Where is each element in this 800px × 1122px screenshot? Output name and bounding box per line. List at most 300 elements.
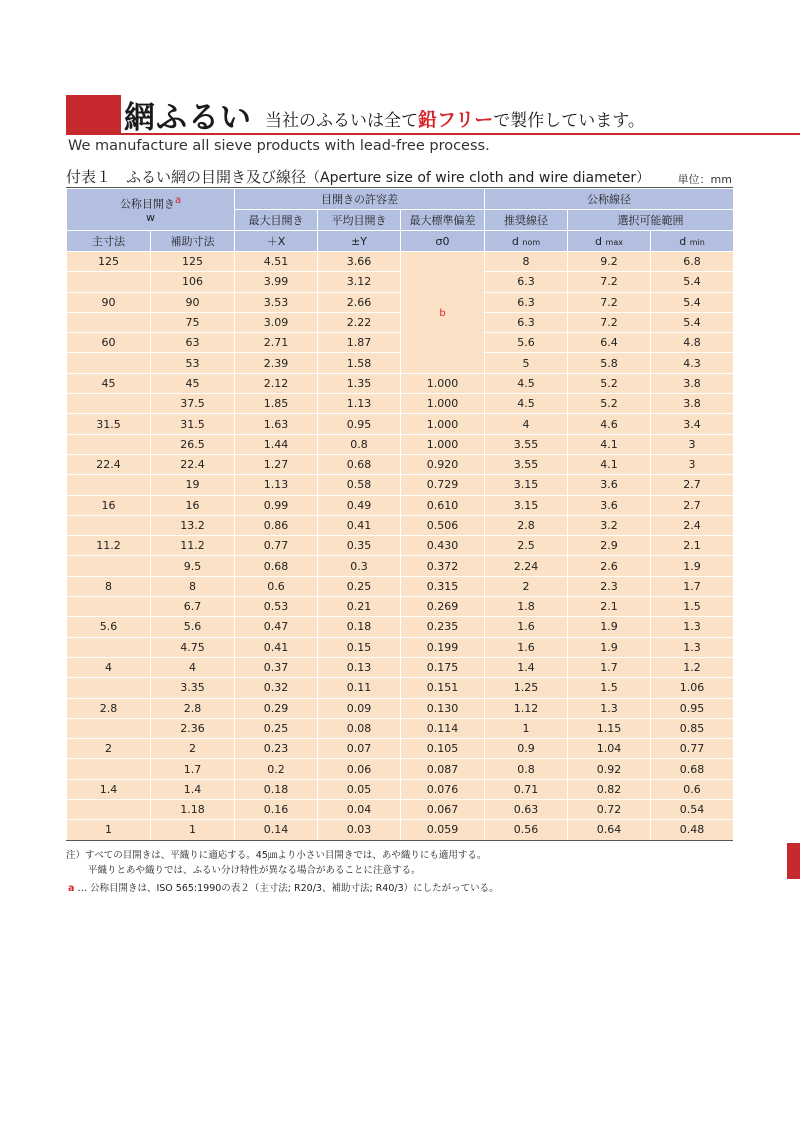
cell-supp-size: 13.2 bbox=[151, 515, 235, 535]
cell-d-max: 7.2 bbox=[568, 272, 651, 292]
cell-d-max: 5.2 bbox=[568, 373, 651, 393]
header-avg-aperture: 平均目開き bbox=[318, 210, 401, 231]
cell-plus-x: 0.6 bbox=[235, 576, 318, 596]
header-w: w bbox=[146, 211, 155, 225]
cell-sigma-note-b bbox=[401, 252, 485, 374]
cell-d-max: 3.2 bbox=[568, 515, 651, 535]
cell-pm-y: 0.03 bbox=[318, 820, 401, 840]
cell-plus-x: 0.29 bbox=[235, 698, 318, 718]
cell-sigma: 0.199 bbox=[401, 637, 485, 657]
cell-plus-x: 0.25 bbox=[235, 718, 318, 738]
header-supp-size: 補助寸法 bbox=[151, 231, 235, 252]
cell-d-nom: 1.4 bbox=[485, 657, 568, 677]
cell-supp-size: 37.5 bbox=[151, 394, 235, 414]
table-row bbox=[67, 698, 734, 718]
table-row bbox=[67, 434, 734, 454]
header-wire-diameter: 公称線径 bbox=[485, 189, 734, 210]
cell-d-min: 5.4 bbox=[651, 312, 734, 332]
table-row bbox=[67, 718, 734, 738]
cell-d-min: 0.68 bbox=[651, 759, 734, 779]
cell-main-size: 125 bbox=[67, 252, 151, 272]
d-min-sub: min bbox=[689, 237, 705, 247]
table-caption bbox=[66, 166, 650, 187]
cell-d-nom: 0.9 bbox=[485, 739, 568, 759]
cell-main-size bbox=[67, 515, 151, 535]
note-3-text: … 公称目開きは、ISO 565:1990の表２（主寸法; R20/3、補助寸法; R40/3）にしたがっている。 bbox=[74, 883, 499, 894]
cell-pm-y: 0.05 bbox=[318, 779, 401, 799]
cell-plus-x: 0.18 bbox=[235, 779, 318, 799]
cell-main-size: 2.8 bbox=[67, 698, 151, 718]
cell-d-max: 3.6 bbox=[568, 495, 651, 515]
header-recommended: 推奨線径 bbox=[485, 210, 568, 231]
caption-label: 付表１ ふるい網の目開き及び線径 bbox=[66, 168, 307, 186]
cell-d-nom: 0.71 bbox=[485, 779, 568, 799]
cell-main-size bbox=[67, 353, 151, 373]
cell-plus-x: 0.32 bbox=[235, 678, 318, 698]
cell-supp-size: 22.4 bbox=[151, 454, 235, 474]
cell-main-size bbox=[67, 678, 151, 698]
note-3 bbox=[68, 880, 499, 894]
cell-d-nom: 4.5 bbox=[485, 373, 568, 393]
cell-d-max: 7.2 bbox=[568, 312, 651, 332]
cell-d-max: 4.1 bbox=[568, 454, 651, 474]
cell-d-max: 7.2 bbox=[568, 292, 651, 312]
cell-plus-x: 1.27 bbox=[235, 454, 318, 474]
cell-plus-x: 0.41 bbox=[235, 637, 318, 657]
cell-d-nom: 6.3 bbox=[485, 272, 568, 292]
table-row bbox=[67, 820, 734, 840]
cell-pm-y: 0.11 bbox=[318, 678, 401, 698]
header-tolerance: 目開きの許容差 bbox=[235, 189, 485, 210]
table-row bbox=[67, 454, 734, 474]
table-row bbox=[67, 739, 734, 759]
table-row bbox=[67, 292, 734, 312]
cell-d-max: 4.6 bbox=[568, 414, 651, 434]
cell-d-nom: 1.6 bbox=[485, 637, 568, 657]
cell-d-min: 0.85 bbox=[651, 718, 734, 738]
cell-d-max: 0.64 bbox=[568, 820, 651, 840]
d-nom-sub: nom bbox=[522, 237, 541, 247]
table-row bbox=[67, 414, 734, 434]
cell-pm-y: 0.15 bbox=[318, 637, 401, 657]
cell-supp-size: 2.36 bbox=[151, 718, 235, 738]
cell-sigma: 1.000 bbox=[401, 394, 485, 414]
cell-d-min: 2.1 bbox=[651, 536, 734, 556]
cell-sigma: 0.087 bbox=[401, 759, 485, 779]
cell-plus-x: 1.85 bbox=[235, 394, 318, 414]
cell-main-size bbox=[67, 597, 151, 617]
table-body bbox=[67, 252, 734, 841]
cell-d-min: 1.7 bbox=[651, 576, 734, 596]
cell-d-min: 3 bbox=[651, 454, 734, 474]
cell-pm-y: 0.35 bbox=[318, 536, 401, 556]
cell-main-size: 22.4 bbox=[67, 454, 151, 474]
cell-main-size bbox=[67, 759, 151, 779]
cell-pm-y: 0.8 bbox=[318, 434, 401, 454]
cell-supp-size: 31.5 bbox=[151, 414, 235, 434]
cell-pm-y: 0.95 bbox=[318, 414, 401, 434]
header-d-max bbox=[568, 231, 651, 252]
cell-main-size bbox=[67, 800, 151, 820]
cell-d-min: 1.3 bbox=[651, 617, 734, 637]
cell-pm-y: 0.04 bbox=[318, 800, 401, 820]
cell-pm-y: 0.3 bbox=[318, 556, 401, 576]
cell-supp-size: 1.18 bbox=[151, 800, 235, 820]
cell-d-min: 3.8 bbox=[651, 394, 734, 414]
cell-d-nom: 5.6 bbox=[485, 333, 568, 353]
cell-d-min: 4.8 bbox=[651, 333, 734, 353]
cell-plus-x: 0.53 bbox=[235, 597, 318, 617]
cell-d-max: 2.9 bbox=[568, 536, 651, 556]
table-row bbox=[67, 576, 734, 596]
cell-plus-x: 0.23 bbox=[235, 739, 318, 759]
cell-pm-y: 2.66 bbox=[318, 292, 401, 312]
cell-pm-y: 2.22 bbox=[318, 312, 401, 332]
cell-supp-size: 4.75 bbox=[151, 637, 235, 657]
cell-d-max: 5.8 bbox=[568, 353, 651, 373]
cell-supp-size: 45 bbox=[151, 373, 235, 393]
cell-supp-size: 53 bbox=[151, 353, 235, 373]
cell-pm-y: 0.07 bbox=[318, 739, 401, 759]
cell-d-max: 0.92 bbox=[568, 759, 651, 779]
cell-main-size: 1 bbox=[67, 820, 151, 840]
cell-plus-x: 2.12 bbox=[235, 373, 318, 393]
cell-d-max: 9.2 bbox=[568, 252, 651, 272]
cell-sigma: 0.076 bbox=[401, 779, 485, 799]
cell-sigma: 0.151 bbox=[401, 678, 485, 698]
cell-main-size: 11.2 bbox=[67, 536, 151, 556]
cell-d-max: 1.7 bbox=[568, 657, 651, 677]
cell-d-nom: 6.3 bbox=[485, 312, 568, 332]
cell-d-nom: 1 bbox=[485, 718, 568, 738]
cell-supp-size: 19 bbox=[151, 475, 235, 495]
cell-plus-x: 1.44 bbox=[235, 434, 318, 454]
cell-d-min: 0.54 bbox=[651, 800, 734, 820]
subtitle-after: で製作しています。 bbox=[493, 111, 645, 131]
cell-plus-x: 0.37 bbox=[235, 657, 318, 677]
cell-d-min: 2.7 bbox=[651, 475, 734, 495]
cell-sigma: 1.000 bbox=[401, 434, 485, 454]
table-row bbox=[67, 272, 734, 292]
cell-d-max: 5.2 bbox=[568, 394, 651, 414]
cell-d-nom: 1.8 bbox=[485, 597, 568, 617]
footnote-a-mark: a bbox=[174, 194, 182, 206]
d-nom-symbol: d bbox=[511, 234, 519, 248]
cell-supp-size: 2 bbox=[151, 739, 235, 759]
cell-d-nom: 1.6 bbox=[485, 617, 568, 637]
subtitle-lead-free: 鉛フリー bbox=[418, 109, 494, 131]
cell-d-nom: 2.5 bbox=[485, 536, 568, 556]
cell-plus-x: 0.68 bbox=[235, 556, 318, 576]
cell-pm-y: 0.21 bbox=[318, 597, 401, 617]
cell-d-nom: 2.24 bbox=[485, 556, 568, 576]
cell-sigma: 0.130 bbox=[401, 698, 485, 718]
table-bottom-rule bbox=[66, 840, 733, 841]
header-sigma: σ0 bbox=[401, 231, 485, 252]
cell-d-max: 6.4 bbox=[568, 333, 651, 353]
cell-plus-x: 0.2 bbox=[235, 759, 318, 779]
cell-pm-y: 0.49 bbox=[318, 495, 401, 515]
table-row bbox=[67, 657, 734, 677]
cell-plus-x: 1.63 bbox=[235, 414, 318, 434]
cell-d-min: 1.5 bbox=[651, 597, 734, 617]
cell-plus-x: 3.53 bbox=[235, 292, 318, 312]
cell-d-nom: 0.8 bbox=[485, 759, 568, 779]
cell-sigma: 0.920 bbox=[401, 454, 485, 474]
cell-pm-y: 0.06 bbox=[318, 759, 401, 779]
cell-pm-y: 0.09 bbox=[318, 698, 401, 718]
cell-d-min: 5.4 bbox=[651, 292, 734, 312]
cell-plus-x: 1.13 bbox=[235, 475, 318, 495]
cell-main-size: 45 bbox=[67, 373, 151, 393]
d-max-sub: max bbox=[605, 237, 623, 247]
cell-d-min: 0.95 bbox=[651, 698, 734, 718]
cell-d-min: 3.8 bbox=[651, 373, 734, 393]
cell-sigma: 0.105 bbox=[401, 739, 485, 759]
cell-d-min: 1.06 bbox=[651, 678, 734, 698]
cell-sigma: 0.175 bbox=[401, 657, 485, 677]
cell-pm-y: 1.87 bbox=[318, 333, 401, 353]
cell-d-nom: 2 bbox=[485, 576, 568, 596]
cell-d-max: 1.9 bbox=[568, 637, 651, 657]
note-3-mark: a bbox=[68, 883, 75, 894]
cell-supp-size: 4 bbox=[151, 657, 235, 677]
cell-main-size bbox=[67, 394, 151, 414]
page-title: 網ふるい bbox=[124, 100, 252, 136]
subtitle-english: We manufacture all sieve products with lead-free process. bbox=[68, 138, 490, 154]
cell-pm-y: 1.35 bbox=[318, 373, 401, 393]
cell-d-min: 5.4 bbox=[651, 272, 734, 292]
cell-d-min: 0.6 bbox=[651, 779, 734, 799]
cell-supp-size: 11.2 bbox=[151, 536, 235, 556]
cell-sigma: 0.372 bbox=[401, 556, 485, 576]
cell-pm-y: 3.66 bbox=[318, 252, 401, 272]
cell-pm-y: 0.18 bbox=[318, 617, 401, 637]
cell-supp-size: 1.7 bbox=[151, 759, 235, 779]
aperture-table bbox=[66, 188, 734, 841]
footnote-b-mark: b bbox=[439, 307, 446, 319]
cell-main-size bbox=[67, 556, 151, 576]
cell-sigma: 0.506 bbox=[401, 515, 485, 535]
cell-main-size bbox=[67, 475, 151, 495]
cell-d-max: 2.3 bbox=[568, 576, 651, 596]
cell-d-nom: 6.3 bbox=[485, 292, 568, 312]
cell-pm-y: 0.08 bbox=[318, 718, 401, 738]
cell-supp-size: 75 bbox=[151, 312, 235, 332]
cell-sigma: 0.269 bbox=[401, 597, 485, 617]
table-row bbox=[67, 597, 734, 617]
cell-pm-y: 0.13 bbox=[318, 657, 401, 677]
cell-d-max: 3.6 bbox=[568, 475, 651, 495]
cell-sigma: 0.729 bbox=[401, 475, 485, 495]
cell-main-size: 2 bbox=[67, 739, 151, 759]
cell-sigma: 0.430 bbox=[401, 536, 485, 556]
cell-main-size bbox=[67, 637, 151, 657]
cell-d-max: 1.5 bbox=[568, 678, 651, 698]
cell-d-min: 1.9 bbox=[651, 556, 734, 576]
cell-d-nom: 3.55 bbox=[485, 434, 568, 454]
cell-supp-size: 2.8 bbox=[151, 698, 235, 718]
cell-plus-x: 0.14 bbox=[235, 820, 318, 840]
cell-d-nom: 4.5 bbox=[485, 394, 568, 414]
table-row bbox=[67, 800, 734, 820]
cell-d-nom: 0.56 bbox=[485, 820, 568, 840]
cell-d-min: 2.7 bbox=[651, 495, 734, 515]
table-row bbox=[67, 394, 734, 414]
cell-main-size bbox=[67, 434, 151, 454]
header-max-std-dev: 最大標準偏差 bbox=[401, 210, 485, 231]
cell-pm-y: 1.13 bbox=[318, 394, 401, 414]
table-row bbox=[67, 312, 734, 332]
cell-supp-size: 26.5 bbox=[151, 434, 235, 454]
table-row bbox=[67, 556, 734, 576]
cell-plus-x: 0.86 bbox=[235, 515, 318, 535]
table-row bbox=[67, 536, 734, 556]
cell-main-size bbox=[67, 272, 151, 292]
cell-pm-y: 0.25 bbox=[318, 576, 401, 596]
header-plus-x: ＋X bbox=[235, 231, 318, 252]
side-index-tab[interactable] bbox=[787, 843, 800, 879]
cell-d-nom: 4 bbox=[485, 414, 568, 434]
cell-plus-x: 3.09 bbox=[235, 312, 318, 332]
cell-pm-y: 0.41 bbox=[318, 515, 401, 535]
table-row bbox=[67, 617, 734, 637]
cell-main-size: 60 bbox=[67, 333, 151, 353]
cell-supp-size: 8 bbox=[151, 576, 235, 596]
cell-d-min: 1.2 bbox=[651, 657, 734, 677]
cell-sigma: 1.000 bbox=[401, 373, 485, 393]
header-max-aperture: 最大目開き bbox=[235, 210, 318, 231]
header-nominal-aperture bbox=[67, 189, 235, 231]
note-1: 注）すべての目開きは、平織りに適応する。45㎛より小さい目開きでは、あや織りにも適用する。 bbox=[66, 850, 487, 861]
page-subtitle bbox=[265, 105, 645, 132]
table-row bbox=[67, 475, 734, 495]
cell-main-size: 8 bbox=[67, 576, 151, 596]
cell-d-min: 4.3 bbox=[651, 353, 734, 373]
cell-plus-x: 3.99 bbox=[235, 272, 318, 292]
cell-main-size: 1.4 bbox=[67, 779, 151, 799]
cell-main-size: 5.6 bbox=[67, 617, 151, 637]
cell-d-min: 0.77 bbox=[651, 739, 734, 759]
cell-d-nom: 2.8 bbox=[485, 515, 568, 535]
cell-d-nom: 1.12 bbox=[485, 698, 568, 718]
cell-d-nom: 1.25 bbox=[485, 678, 568, 698]
cell-supp-size: 90 bbox=[151, 292, 235, 312]
header-d-min bbox=[651, 231, 734, 252]
cell-d-max: 1.9 bbox=[568, 617, 651, 637]
subtitle-before: 当社のふるいは全て bbox=[265, 111, 418, 131]
cell-sigma: 0.235 bbox=[401, 617, 485, 637]
table-row bbox=[67, 779, 734, 799]
cell-d-min: 6.8 bbox=[651, 252, 734, 272]
cell-plus-x: 0.99 bbox=[235, 495, 318, 515]
cell-d-nom: 3.55 bbox=[485, 454, 568, 474]
cell-main-size: 90 bbox=[67, 292, 151, 312]
cell-sigma: 0.114 bbox=[401, 718, 485, 738]
cell-sigma: 0.067 bbox=[401, 800, 485, 820]
cell-d-nom: 0.63 bbox=[485, 800, 568, 820]
cell-sigma: 0.610 bbox=[401, 495, 485, 515]
cell-main-size: 16 bbox=[67, 495, 151, 515]
note-2: 平織りとあや織りでは、ふるい分け特性が異なる場合があることに注意する。 bbox=[88, 865, 421, 876]
table-row bbox=[67, 333, 734, 353]
cell-d-max: 0.82 bbox=[568, 779, 651, 799]
cell-pm-y: 0.58 bbox=[318, 475, 401, 495]
cell-main-size: 31.5 bbox=[67, 414, 151, 434]
cell-supp-size: 6.7 bbox=[151, 597, 235, 617]
table-row bbox=[67, 252, 734, 272]
cell-d-min: 2.4 bbox=[651, 515, 734, 535]
cell-d-max: 2.1 bbox=[568, 597, 651, 617]
unit-label: 単位：mm bbox=[677, 173, 732, 186]
cell-supp-size: 3.35 bbox=[151, 678, 235, 698]
cell-plus-x: 2.39 bbox=[235, 353, 318, 373]
cell-d-min: 0.48 bbox=[651, 820, 734, 840]
table-row bbox=[67, 637, 734, 657]
cell-d-max: 1.04 bbox=[568, 739, 651, 759]
cell-supp-size: 9.5 bbox=[151, 556, 235, 576]
cell-plus-x: 4.51 bbox=[235, 252, 318, 272]
table-row bbox=[67, 759, 734, 779]
cell-pm-y: 3.12 bbox=[318, 272, 401, 292]
cell-d-max: 1.15 bbox=[568, 718, 651, 738]
cell-pm-y: 0.68 bbox=[318, 454, 401, 474]
table-row bbox=[67, 515, 734, 535]
cell-pm-y: 1.58 bbox=[318, 353, 401, 373]
cell-d-max: 1.3 bbox=[568, 698, 651, 718]
cell-d-nom: 3.15 bbox=[485, 475, 568, 495]
header-main-size: 主寸法 bbox=[67, 231, 151, 252]
table-row bbox=[67, 353, 734, 373]
cell-d-nom: 5 bbox=[485, 353, 568, 373]
d-min-symbol: d bbox=[679, 234, 687, 248]
cell-d-max: 0.72 bbox=[568, 800, 651, 820]
cell-plus-x: 0.77 bbox=[235, 536, 318, 556]
cell-supp-size: 1 bbox=[151, 820, 235, 840]
cell-sigma: 0.059 bbox=[401, 820, 485, 840]
cell-supp-size: 16 bbox=[151, 495, 235, 515]
title-red-block bbox=[66, 95, 121, 134]
cell-main-size: 4 bbox=[67, 657, 151, 677]
table-row bbox=[67, 678, 734, 698]
cell-plus-x: 0.16 bbox=[235, 800, 318, 820]
cell-sigma: 0.315 bbox=[401, 576, 485, 596]
cell-supp-size: 63 bbox=[151, 333, 235, 353]
table-row bbox=[67, 373, 734, 393]
cell-supp-size: 125 bbox=[151, 252, 235, 272]
header-selectable-range: 選択可能範囲 bbox=[568, 210, 734, 231]
table-row bbox=[67, 495, 734, 515]
cell-plus-x: 0.47 bbox=[235, 617, 318, 637]
header-pm-y: ±Y bbox=[318, 231, 401, 252]
cell-d-nom: 8 bbox=[485, 252, 568, 272]
cell-d-min: 3.4 bbox=[651, 414, 734, 434]
cell-d-min: 1.3 bbox=[651, 637, 734, 657]
cell-supp-size: 1.4 bbox=[151, 779, 235, 799]
cell-d-max: 2.6 bbox=[568, 556, 651, 576]
cell-supp-size: 106 bbox=[151, 272, 235, 292]
cell-d-min: 3 bbox=[651, 434, 734, 454]
cell-plus-x: 2.71 bbox=[235, 333, 318, 353]
d-max-symbol: d bbox=[595, 234, 603, 248]
cell-d-max: 4.1 bbox=[568, 434, 651, 454]
cell-main-size bbox=[67, 312, 151, 332]
cell-supp-size: 5.6 bbox=[151, 617, 235, 637]
cell-main-size bbox=[67, 718, 151, 738]
caption-english: （Aperture size of wire cloth and wire diameter） bbox=[306, 170, 651, 186]
header-nominal-label: 公称目開き bbox=[119, 197, 175, 211]
cell-d-nom: 3.15 bbox=[485, 495, 568, 515]
